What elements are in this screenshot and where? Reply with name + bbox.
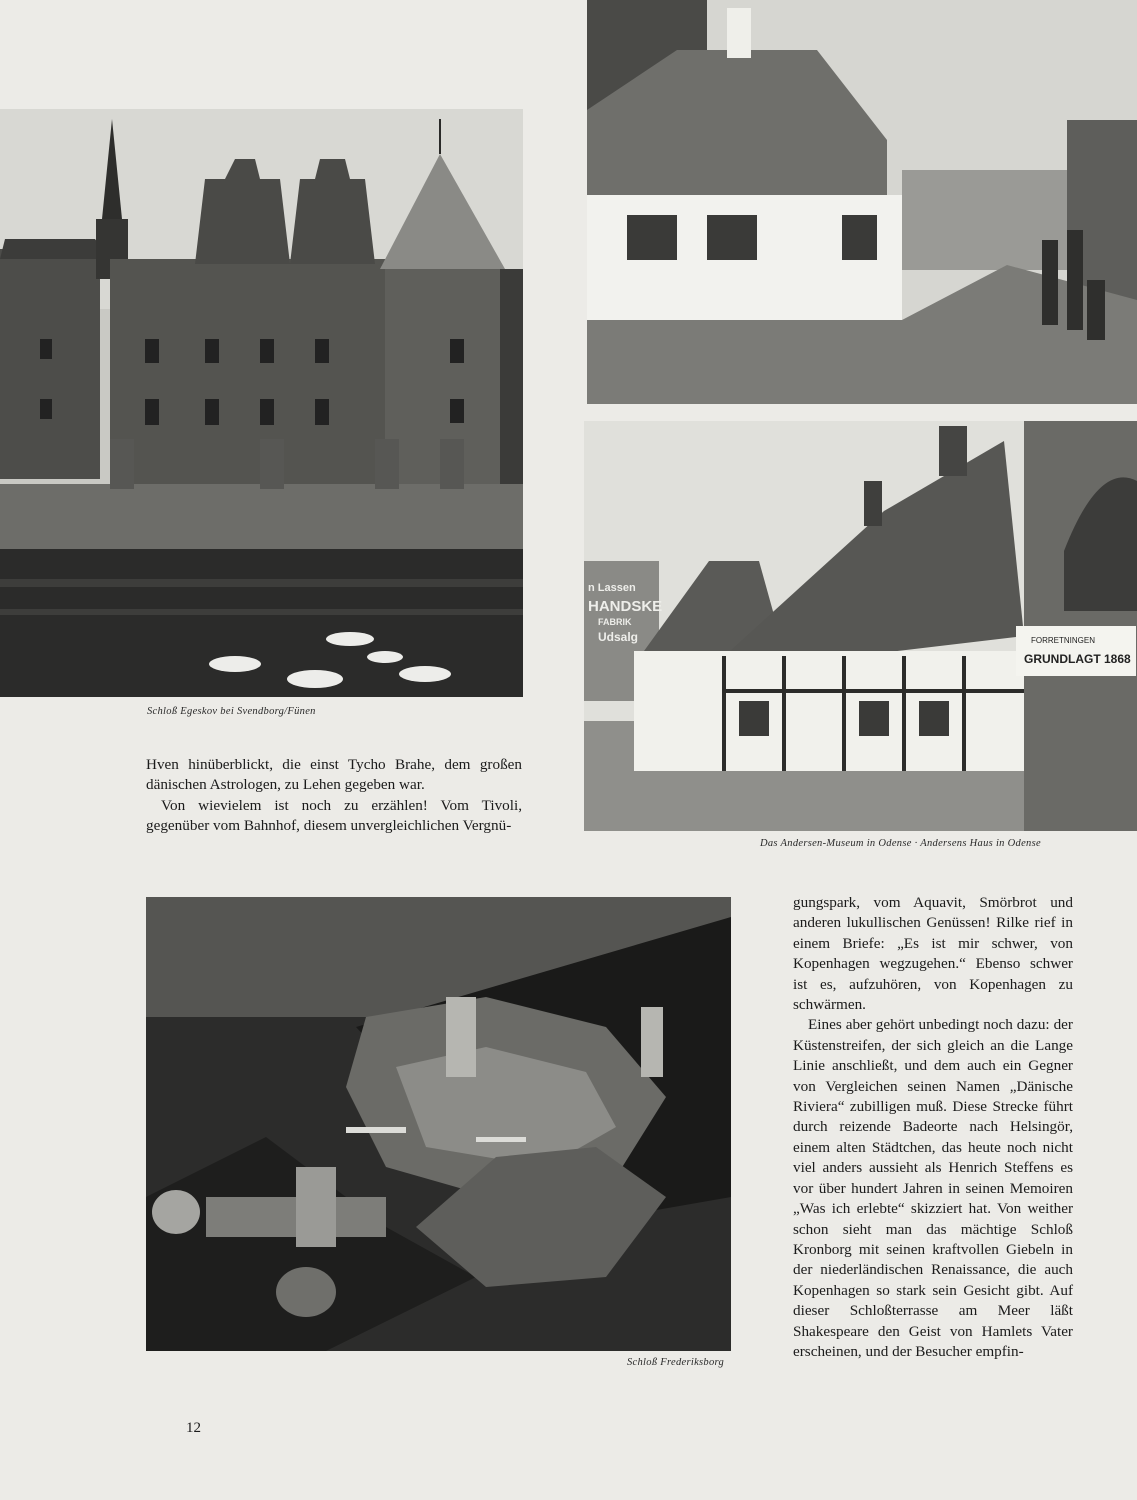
shop-sign-line4: Udsalg [598, 630, 639, 644]
shop-sign-line2: HANDSKE [588, 598, 663, 615]
page-number: 12 [186, 1420, 201, 1436]
half-timbered-house-photo [584, 421, 1137, 831]
paragraph: Von wievielem ist noch zu erzählen! Vom Tivoli, gegenüber vom Bahnhof, diesem unvergleichlichen Vergnü- [146, 796, 522, 835]
shop-sign-line3: FABRIK [598, 617, 632, 627]
photo-caption: Schloß Egeskov bei Svendborg/Fünen [147, 706, 316, 717]
shop-sign-forretningen: FORRETNINGEN [1031, 636, 1095, 645]
shop-sign-line1: n Lassen [588, 582, 636, 594]
shop-sign-founded: GRUNDLAGT 1868 [1024, 652, 1131, 666]
photo-caption-odense: Das Andersen-Museum in Odense · Andersens Haus in Odense [760, 838, 1041, 849]
castle-with-moat-and-swans-photo [0, 109, 523, 697]
street-corner-house-photo [587, 0, 1137, 404]
body-text-left-column [146, 755, 522, 837]
paragraph: gungspark, vom Aquavit, Smörbrot und anderen lukullischen Genüssen! Rilke rief in einem Briefe: „Es ist mir schwer, von Kopenhagen wegzugehen.“ Ebenso schwer ist es, aufzuhören, von Kopenhagen zu schwärmen. [793, 894, 1073, 1014]
body-text-right-column [793, 893, 1073, 1362]
photo-caption: Schloß Frederiksborg [627, 1357, 725, 1368]
aerial-castle-photo [146, 897, 731, 1351]
paragraph: Hven hinüberblickt, die einst Tycho Brahe, dem großen dänischen Astrologen, zu Lehen gegeben war. [146, 756, 522, 794]
paragraph: Eines aber gehört unbedingt noch dazu: der Küstenstreifen, der sich gleich an die Lange Linie anschließt, und dem auch ein Gegner von Vergleichen seinen Namen „Dänische Riviera“ zubilligen muß. Diese Strecke führt durch reizende Badeorte nach Helsingör, einem alten Städtchen, das heute noch nicht viel anders aussieht als Henrich Steffens es vor über hundert Jahren in seinen Memoiren „Was ich erlebte“ skizziert hat. Von weither schon sieht man das mächtige Schloß Kronborg mit seinen kraftvollen Giebeln in der niederländischen Renaissance, die auch Kopenhagen so stark sein Gesicht gibt. Auf dieser Schloßterrasse am Meer läßt Shakespeare den Geist von Hamlets Vater erscheinen, und der Besucher empfin- [793, 1016, 1073, 1360]
